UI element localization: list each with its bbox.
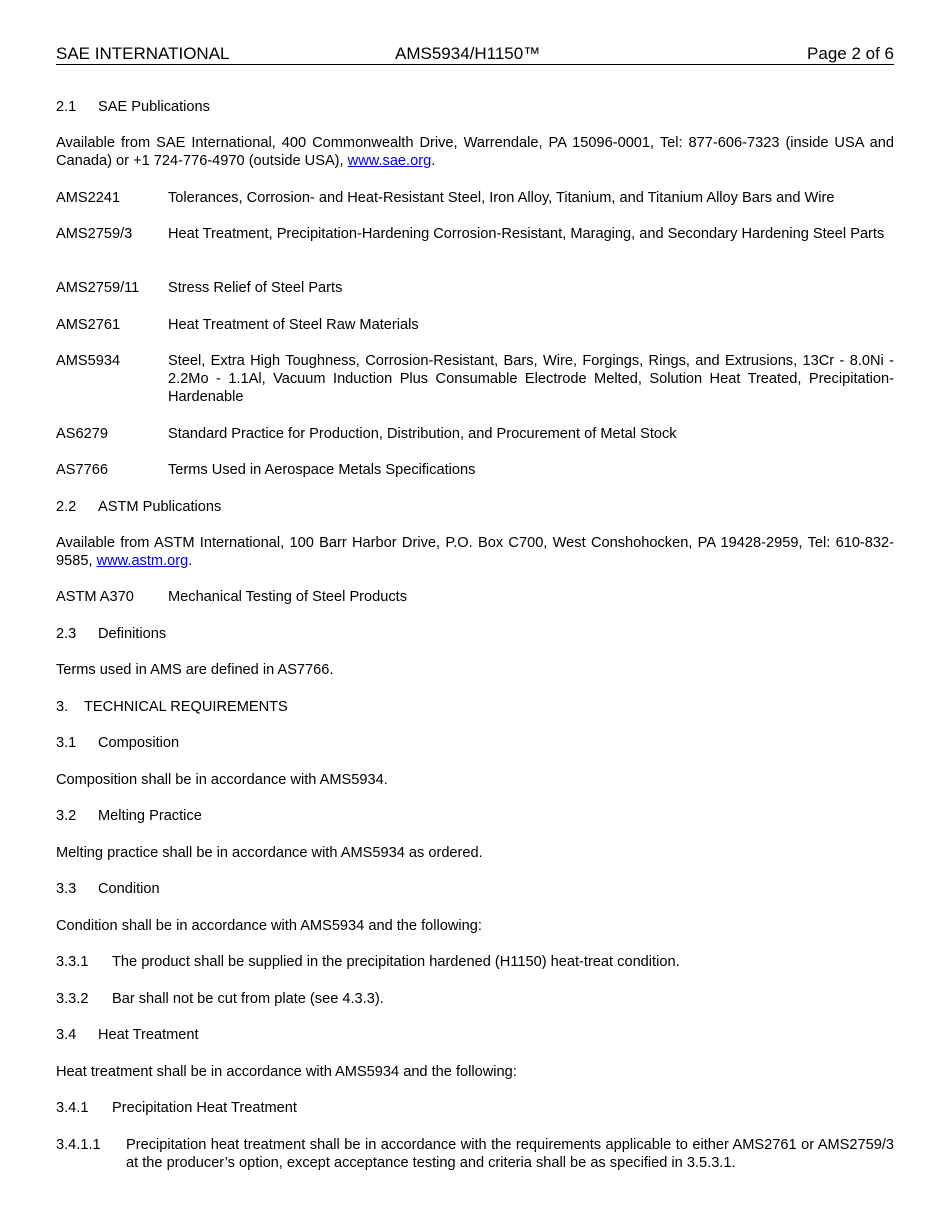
reference-title: Tolerances, Corrosion- and Heat-Resistant Steel, Iron Alloy, Titanium, and Titanium Alloy Bars and Wire bbox=[168, 190, 835, 206]
clause-number: 3.3.2 bbox=[56, 991, 89, 1007]
section-3-heading bbox=[56, 698, 894, 716]
reference-code: AS6279 bbox=[56, 426, 108, 442]
section-title: Precipitation Heat Treatment bbox=[112, 1100, 297, 1116]
page-header bbox=[56, 44, 894, 65]
clause-text: Bar shall not be cut from plate (see 4.3.3). bbox=[112, 991, 384, 1007]
reference-code: AMS2761 bbox=[56, 317, 121, 333]
reference-row bbox=[56, 461, 894, 479]
astm-website-link[interactable]: www.astm.org bbox=[96, 553, 189, 569]
clause-3-4-1-1 bbox=[56, 1136, 894, 1172]
reference-code: AMS2759/3 bbox=[56, 226, 133, 242]
heat-treatment-paragraph: Heat treatment shall be in accordance with AMS5934 and the following: bbox=[56, 1064, 517, 1080]
section-number: 3.1 bbox=[56, 735, 77, 751]
section-number: 3.4.1 bbox=[56, 1100, 89, 1116]
reference-row bbox=[56, 225, 894, 261]
clause-text: The product shall be supplied in the precipitation hardened (H1150) heat-treat condition. bbox=[112, 954, 680, 970]
section-title: Melting Practice bbox=[98, 808, 202, 824]
section-title: Heat Treatment bbox=[98, 1027, 199, 1043]
section-number: 3. bbox=[56, 699, 69, 715]
section-number: 2.3 bbox=[56, 626, 77, 642]
section-3-1-heading bbox=[56, 734, 894, 752]
section-number: 3.2 bbox=[56, 808, 77, 824]
section-title: Definitions bbox=[98, 626, 167, 642]
reference-title: Steel, Extra High Toughness, Corrosion-Resistant, Bars, Wire, Forgings, Rings, and Extrusions, 13Cr - 8.0Ni - 2.2Mo - 1.1Al, Vacuum Induction Plus Consumable Electrode Melted, Solution Heat Treated, Precipitation-Hardenable bbox=[168, 353, 894, 405]
section-number: 2.2 bbox=[56, 499, 77, 515]
section-3-4-1-heading bbox=[56, 1099, 894, 1117]
availability-text: Available from ASTM International, 100 Barr Harbor Drive, P.O. Box C700, West Conshohocken, PA 19428-2959, Tel: 610-832-9585, bbox=[56, 535, 894, 569]
clause-number: 3.3.1 bbox=[56, 954, 89, 970]
header-org: SAE INTERNATIONAL bbox=[56, 44, 230, 63]
section-title: Condition bbox=[98, 881, 160, 897]
reference-code: AMS5934 bbox=[56, 353, 121, 369]
reference-code: AMS2759/11 bbox=[56, 280, 140, 296]
section-number: 2.1 bbox=[56, 99, 77, 115]
melting-practice-paragraph: Melting practice shall be in accordance with AMS5934 as ordered. bbox=[56, 845, 483, 861]
sae-availability-paragraph: Available from SAE International, 400 Commonwealth Drive, Warrendale, PA 15096-0001, Tel: 877-606-7323 (inside USA and Canada) or +1 724-776-4970 (outside USA), www.sae.org. bbox=[56, 135, 894, 169]
section-title: SAE Publications bbox=[98, 99, 210, 115]
section-number: 3.4 bbox=[56, 1027, 77, 1043]
reference-row bbox=[56, 189, 894, 207]
section-3-2-heading bbox=[56, 807, 894, 825]
reference-title: Terms Used in Aerospace Metals Specifications bbox=[168, 462, 476, 478]
reference-row bbox=[56, 425, 894, 443]
reference-row bbox=[56, 352, 894, 406]
reference-code: ASTM A370 bbox=[56, 589, 134, 605]
condition-paragraph: Condition shall be in accordance with AMS5934 and the following: bbox=[56, 918, 482, 934]
availability-text: Available from SAE International, 400 Commonwealth Drive, Warrendale, PA 15096-0001, Tel: 877-606-7323 (inside USA and Canada) or +1 724-776-4970 (outside USA), bbox=[56, 135, 894, 169]
header-page-number: Page 2 of 6 bbox=[807, 44, 894, 63]
clause-3-3-2 bbox=[56, 990, 894, 1008]
section-number: 3.3 bbox=[56, 881, 77, 897]
section-title: Composition bbox=[98, 735, 180, 751]
reference-title: Standard Practice for Production, Distribution, and Procurement of Metal Stock bbox=[168, 426, 677, 442]
reference-title: Heat Treatment of Steel Raw Materials bbox=[168, 317, 419, 333]
reference-row bbox=[56, 279, 894, 297]
section-3-3-heading bbox=[56, 880, 894, 898]
composition-paragraph: Composition shall be in accordance with AMS5934. bbox=[56, 772, 388, 788]
clause-3-3-1 bbox=[56, 953, 894, 971]
section-title: TECHNICAL REQUIREMENTS bbox=[84, 699, 288, 715]
header-doc-number: AMS5934/H1150™ bbox=[395, 44, 541, 63]
reference-row bbox=[56, 316, 894, 334]
reference-row bbox=[56, 588, 894, 606]
reference-code: AS7766 bbox=[56, 462, 108, 478]
section-2-1-heading bbox=[56, 98, 894, 116]
sae-website-link[interactable]: www.sae.org bbox=[347, 153, 432, 169]
section-2-2-heading bbox=[56, 498, 894, 516]
section-2-3-heading bbox=[56, 625, 894, 643]
reference-title: Heat Treatment, Precipitation-Hardening Corrosion-Resistant, Maraging, and Secondary Hardening Steel Parts bbox=[168, 226, 885, 242]
section-3-4-heading bbox=[56, 1026, 894, 1044]
section-title: ASTM Publications bbox=[98, 499, 222, 515]
reference-title: Mechanical Testing of Steel Products bbox=[168, 589, 408, 605]
reference-code: AMS2241 bbox=[56, 190, 121, 206]
reference-title: Stress Relief of Steel Parts bbox=[168, 280, 343, 296]
clause-text: Precipitation heat treatment shall be in accordance with the requirements applicable to either AMS2761 or AMS2759/3 at the producer’s option, except acceptance testing and criteria shall be as specified in 3.5.3.1. bbox=[126, 1137, 894, 1171]
astm-availability-paragraph: Available from ASTM International, 100 Barr Harbor Drive, P.O. Box C700, West Conshohocken, PA 19428-2959, Tel: 610-832-9585, www.astm.org. bbox=[56, 535, 894, 569]
clause-number: 3.4.1.1 bbox=[56, 1137, 101, 1153]
definitions-paragraph: Terms used in AMS are defined in AS7766. bbox=[56, 662, 334, 678]
